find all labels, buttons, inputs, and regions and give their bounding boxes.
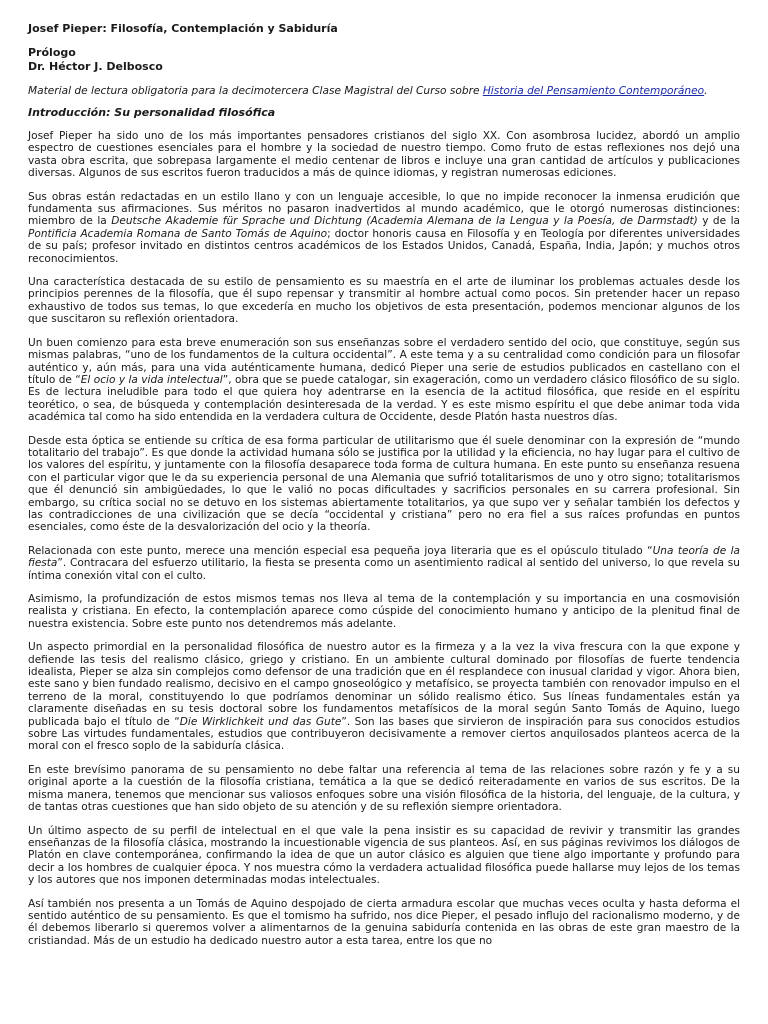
italic-title: El ocio y la vida intelectual — [80, 373, 223, 386]
paragraph — [28, 641, 740, 753]
paragraph-text: ”, obra que se puede catalogar, sin exageración, como un verdadero clásico filosófico de su siglo. Es de lectura ineludible para todo el que quiera hoy adentrarse en la esencia de la actitud filosófica, que reside en el espíritu teorético, o sea, de búsqueda y contemplación desinteresada de la verdad. Y es este mismo espíritu el que debe animar toda vida académica tal como ha sido entendida en la verdadera cultura de Occidente, desde Platón hasta nuestros días. — [28, 373, 740, 424]
paragraph-text: ”. Contracara del esfuerzo utilitario, la fiesta se presenta como un asentimiento radical al sentido del universo, lo que revela su íntima conexión vital con el culto. — [28, 557, 740, 582]
paragraph-text: Asimismo, la profundización de estos mismos temas nos lleva al tema de la contemplación y su importancia en una cosmovisión realista y cristiana. En efecto, la contemplación aparece como cúspide del conocimiento humano y anticipo de la plenitud final de nuestra existencia. Sobre este punto nos detendremos más adelante. — [28, 593, 740, 630]
paragraph-text: Josef Pieper ha sido uno de los más importantes pensadores cristianos del siglo XX. Con asombrosa lucidez, abordó un amplio espectro de cuestiones esenciales para el hombre y la sociedad de nuestro tiempo. Como fruto de estas reflexiones nos dejó una vasta obra escrita, que sobrepasa largamente el medio centenar de libros e incluye una gran cantidad de artículos y publicaciones diversas. Algunos de sus escritos fueron traducidos a más de quince idiomas, y registran numerosas ediciones. — [28, 130, 740, 180]
paragraph-text: ; doctor honoris causa en Filosofía y en Teología por diferentes universidades de su país; profesor invitado en distintos centros académicos de los Estados Unidos, Canadá, España, India, Japón; y muchos otros reconocimientos. — [28, 227, 740, 265]
paragraph — [28, 764, 740, 814]
paragraph — [28, 435, 740, 534]
italic-title: Una teoría de la fiesta — [28, 544, 740, 570]
paragraph-text: En este brevísimo panorama de su pensamiento no debe faltar una referencia al tema de las relaciones sobre razón y fe y a su original aporte a la cuestión de la filosofía cristiana, temática a la que se dedicó reiteradamente en varios de sus escritos. De la misma manera, tenemos que mencionar sus valiosos enfoques sobre una visión filosófica de la historia, del lenguaje, de la cultura, y de tantas otras cuestiones que han sido objeto de su atención y de su reflexión siempre orientadora. — [28, 763, 740, 814]
paragraph — [28, 545, 740, 582]
paragraph-text: Sus obras están redactadas en un estilo llano y con un lenguaje accesible, lo que no impide reconocer la inmensa erudición que fundamenta sus afirmaciones. Sus méritos no pasaron inadvertidos al mundo académico, que le otorgó numerosas distinciones: miembro de la — [28, 190, 740, 228]
document-page — [28, 22, 740, 958]
author-name: Dr. Héctor J. Delbosco — [28, 60, 163, 73]
section-title: Introducción: Su personalidad filosófica — [28, 106, 276, 119]
italic-title: Die Wirklichkeit und das Gute — [179, 715, 342, 728]
paragraph-text: y de la — [697, 215, 740, 228]
paragraph-text: ”. Son las bases que sirvieron de inspiración para sus conocidos estudios sobre Las virtudes fundamentales, estudios que contribuyeron decisivamente a remover ciertos anquilosados planteos acerca de la moral con el fresco soplo de la sabiduría clásica. — [28, 715, 740, 753]
body-text — [28, 130, 740, 947]
course-link[interactable]: Historia del Pensamiento Contemporáneo — [482, 85, 705, 97]
paragraph-text: Relacionada con este punto, merece una mención especial esa pequeña joya literaria que es el opúsculo titulado “ — [28, 544, 653, 557]
reading-note-text: Material de lectura obligatoria para la decimotercera Clase Magistral del Curso sobre — [28, 85, 483, 97]
paragraph-text: Así también nos presenta a un Tomás de Aquino despojado de cierta armadura escolar que muchas veces oculta y hasta deforma el sentido auténtico de su pensamiento. Es que el tomismo ha sufrido, nos dice Pieper, el pesado influjo del racionalismo moderno, y de él debemos liberarlo si queremos volver a alimentarnos de la genuina sabiduría contenida en las obras de este gran maestro de la cristiandad. Más de un estudio ha dedicado nuestro autor a esta tarea, entre los que no — [28, 897, 740, 947]
italic-title: Pontificia Academia Romana de Santo Tomás de Aquino — [28, 227, 328, 240]
paragraph-text: Desde esta óptica se entiende su crítica de esa forma particular de utilitarismo que él suele denominar con la expresión de “mundo totalitario del trabajo”. Es que donde la actividad humana sólo se justifica por la utilidad y la eficiencia, no hay lugar para el cultivo de los valores del espíritu, y juntamente con la filosofía desaparece toda forma de cultura humana. En este punto su enseñanza resuena con el particular vigor que le da su experiencia personal de una Alemania que sufrió totalitarismos de uno y otro signo; totalitarismos que él denunció sin ambigüedades, lo que le valió no pocas dificultades y sacrificios personales en su carrera profesional. Sin embargo, su crítica social no se detuvo en los sistemas abiertamente totalitarios, ya que supo ver y señalar también los defectos y las contradicciones de una civilización que se decía “occidental y cristiana” pero no era fiel a sus raíces profundas en puntos esenciales, como éste de la desvalorización del ocio y la theoría. — [28, 434, 740, 534]
italic-title: Deutsche Akademie für Sprache und Dichtung (Academia Alemana de la Lengua y la Poesía, de Darmstadt) — [111, 215, 698, 228]
reading-note-end: . — [704, 85, 708, 97]
paragraph-text: Un último aspecto de su perfil de intelectual en el que vale la pena insistir es su capacidad de revivir y transmitir las grandes enseñanzas de la filosofía clásica, mostrando la incuestionable vigencia de sus planteos. Así, en sus páginas revivimos los diálogos de Platón en clave contemporánea, confirmando la idea de que un autor clásico es alguien que tiene algo importante y profundo para decir a los hombres de cualquier época. Y nos muestra cómo la verdadera actualidad filosófica puede hallarse muy lejos de los temas y los autores que nos imponen determinadas modas intelectuales. — [28, 824, 740, 887]
reading-note — [28, 84, 740, 98]
paragraph — [28, 276, 740, 326]
paragraph — [28, 191, 740, 265]
paragraph — [28, 898, 740, 948]
paragraph-text: Un buen comienzo para esta breve enumeración son sus enseñanzas sobre el verdadero sentido del ocio, que constituye, según sus mismas palabras, “uno de los fundamentos de la cultura occidental”. A este tema y a su centralidad como condición para un filosofar auténtico y, aún más, para una vida auténticamente humana, dedicó Pieper una serie de estudios publicados en castellano con el título de “ — [28, 336, 740, 386]
paragraph — [28, 130, 740, 180]
paragraph — [28, 825, 740, 887]
paragraph-text: Un aspecto primordial en la personalidad filosófica de nuestro autor es la firmeza y a la vez la viva frescura con la que expone y defiende las tesis del realismo clásico, griego y cristiano. En un ambiente cultural dominado por filosofías de fuerte tendencia idealista, Pieper se alza sin complejos como defensor de una tradición que en él resplandece con inusual claridad y vigor. Ahora bien, este sano y bien fundado realismo, decisivo en el campo gnoseológico y metafísico, se proyecta también con renovador impulso en el terreno de la moral, constituyendo lo que podríamos denominar un sólido realismo ético. Sus líneas fundamentales están ya claramente diseñadas en su tesis doctoral sobre los fundamentos metafísicos de la moral según Santo Tomás de Aquino, luego publicada bajo el título de “ — [28, 641, 740, 728]
document-title: Josef Pieper: Filosofía, Contemplación y Sabiduría — [28, 22, 338, 35]
paragraph — [28, 593, 740, 630]
paragraph-text: Una característica destacada de su estilo de pensamiento es su maestría en el arte de iluminar los problemas actuales desde los principios perennes de la filosofía, que él supo repensar y transmitir al hombre actual como pocos. Sin pretender hacer un repaso exhaustivo de todos sus temas, lo que excedería en mucho los objetivos de esta presentación, podemos mencionar algunos de los que suscitaron su reflexión orientadora. — [28, 276, 740, 326]
prologue-heading: Prólogo — [28, 46, 76, 59]
paragraph — [28, 337, 740, 424]
